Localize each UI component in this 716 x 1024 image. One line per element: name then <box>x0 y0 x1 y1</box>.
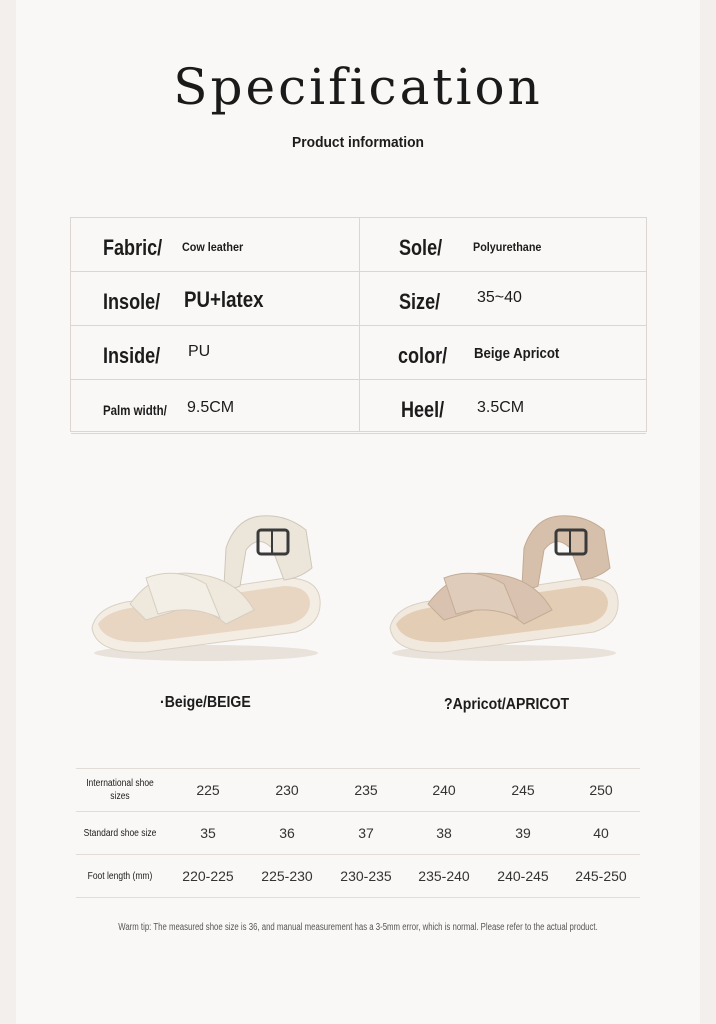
size-cell: 35 <box>200 825 216 841</box>
spec-value: Cow leather <box>182 240 244 254</box>
size-cell: 230 <box>275 782 299 798</box>
size-cell: 40 <box>593 825 609 841</box>
size-cell: 245 <box>511 782 535 798</box>
spec-table <box>70 217 647 432</box>
spec-value: 35~40 <box>477 289 522 306</box>
apricot-caption: ?Apricot/APRICOT <box>444 696 570 713</box>
size-cell: 220-225 <box>182 868 234 884</box>
spec-label: Insole/ <box>103 289 161 314</box>
beige-caption: ·Beige/BEIGE <box>160 694 251 711</box>
spec-label: Fabric/ <box>103 235 163 260</box>
apricot-sandal-image <box>384 508 624 668</box>
size-row-header: Standard shoe size <box>83 827 157 839</box>
size-row <box>76 854 640 898</box>
size-cell: 38 <box>436 825 452 841</box>
spec-label: color/ <box>398 343 448 368</box>
size-row <box>76 811 640 854</box>
size-cell: 245-250 <box>575 868 627 884</box>
spec-label: Inside/ <box>103 343 161 368</box>
size-cell: 235 <box>354 782 378 798</box>
spec-value: PU <box>188 343 211 360</box>
size-cell: 230-235 <box>340 868 392 884</box>
beige-sandal-image <box>86 508 326 668</box>
spec-label: Sole/ <box>399 235 443 260</box>
size-cell: 240-245 <box>497 868 549 884</box>
size-row-header: International shoe sizes <box>86 778 154 802</box>
spec-divider <box>359 218 360 431</box>
product-spec-page <box>16 0 700 1024</box>
size-cell: 235-240 <box>418 868 470 884</box>
size-cell: 225-230 <box>261 868 313 884</box>
spec-value: 9.5CM <box>187 399 235 416</box>
spec-value: 3.5CM <box>477 399 525 416</box>
size-cell: 36 <box>279 825 295 841</box>
spec-label: Palm width/ <box>103 402 167 418</box>
page-subtitle: Product information <box>292 134 424 151</box>
spec-label: Size/ <box>399 289 441 314</box>
size-cell: 250 <box>589 782 613 798</box>
size-cell: 240 <box>432 782 456 798</box>
size-row <box>76 768 640 811</box>
page-title: Specification <box>173 58 543 116</box>
spec-value: Beige Apricot <box>474 345 560 362</box>
spec-value: Polyurethane <box>473 240 542 254</box>
spec-label: Heel/ <box>401 397 445 422</box>
size-row-header: Foot length (mm) <box>87 870 153 882</box>
size-cell: 39 <box>515 825 531 841</box>
size-table <box>76 768 640 898</box>
warm-tip: Warm tip: The measured shoe size is 36, and manual measurement has a 3-5mm error, which is normal. Please refer to the actual product. <box>118 922 598 933</box>
size-cell: 37 <box>358 825 374 841</box>
spec-value: PU+latex <box>184 287 264 312</box>
size-cell: 225 <box>196 782 220 798</box>
